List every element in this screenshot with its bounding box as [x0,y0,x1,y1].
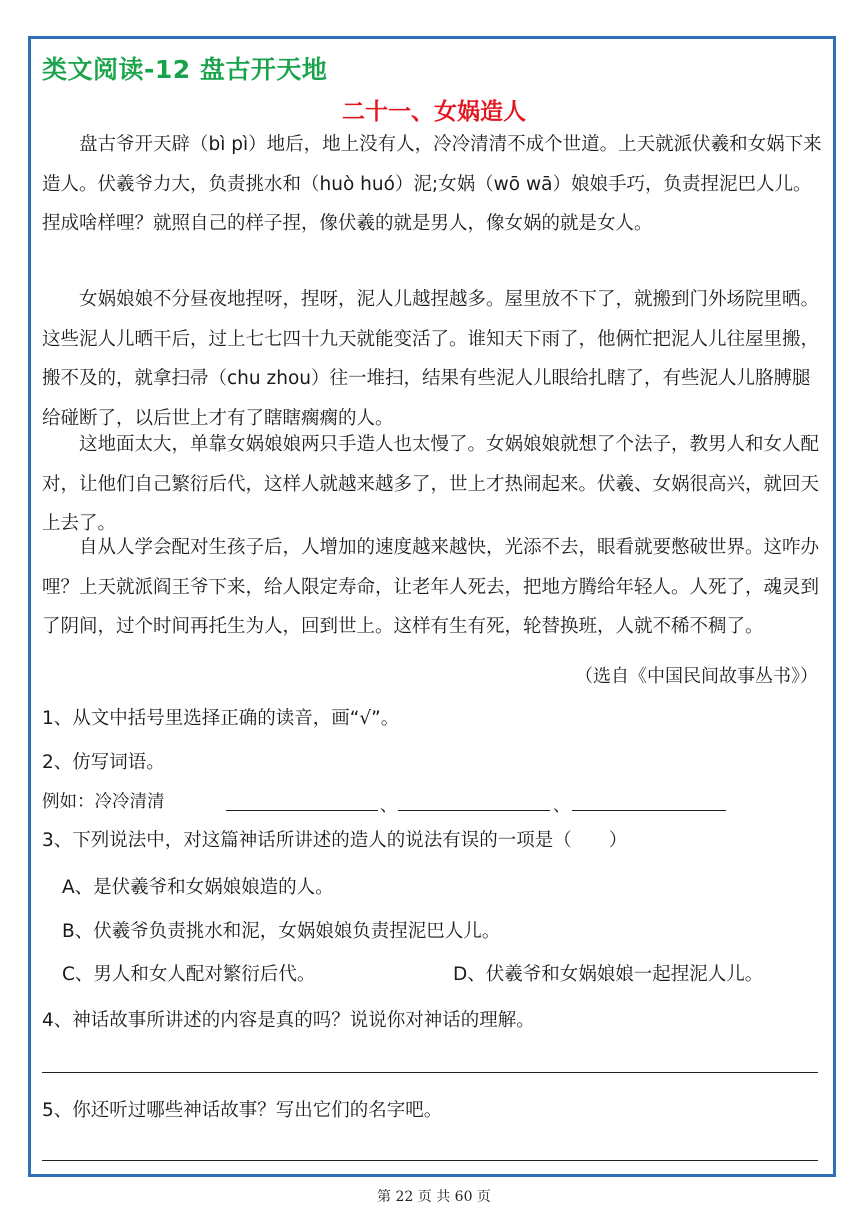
story-paragraph-2: 女娲娘娘不分昼夜地捏呀，捏呀，泥人儿越捏越多。屋里放不下了，就搬到门外场院里晒。这些泥人儿晒干后，过上七七四十九天就能变活了。谁知天下雨了，他俩忙把泥人儿往屋里搬，搬不及的，就拿扫帚（chu zhou）往一堆扫，结果有些泥人儿眼给扎瞎了，有些泥人儿胳膊腿给碰断了，以后世上才有了瞎瞎瘸瘸的人。 [42,289,820,429]
blank-separator: 、 [380,796,397,816]
answer-blank-3[interactable] [572,810,726,811]
answer-line-question-4[interactable] [42,1072,818,1073]
page-indicator: 第 22 页 共 60 页 [377,1189,491,1205]
answer-blank-1[interactable] [226,810,378,811]
option-d[interactable]: D、伏羲爷和女娲娘娘一起捏泥人儿。 [453,964,764,985]
question-4: 4、神话故事所讲述的内容是真的吗？说说你对神话的理解。 [42,1010,535,1031]
story-source: （选自《中国民间故事丛书》） [575,666,818,687]
question-5: 5、你还听过哪些神话故事？写出它们的名字吧。 [42,1100,443,1121]
story-paragraph-3: 这地面太大，单靠女娲娘娘两只手造人也太慢了。女娲娘娘就想了个法子，教男人和女人配对，让他们自己繁衍后代，这样人就越来越多了，世上才热闹起来。伏羲、女娲很高兴，就回天上去了。 [42,434,820,534]
story-paragraph-4: 自从人学会配对生孩子后，人增加的速度越来越快，光添不去，眼看就要憋破世界。这咋办哩？上天就派阎王爷下来，给人限定寿命，让老年人死去，把地方腾给年轻人。人死了，魂灵到了阴间，过个时间再托生为人，回到世上。这样有生有死，轮替换班，人就不稀不稠了。 [42,537,820,637]
answer-line-question-5[interactable] [42,1160,818,1161]
story-title: 二十一、女娲造人 [342,99,526,125]
question-1: 1、从文中括号里选择正确的读音，画“√”。 [42,708,400,729]
option-c[interactable]: C、男人和女人配对繁衍后代。 [62,964,316,985]
worksheet-title: 类文阅读-12 盘古开天地 [42,55,328,84]
question-3: 3、下列说法中，对这篇神话所讲述的造人的说法有误的一项是（ ） [42,830,628,851]
question-2: 2、仿写词语。 [42,752,165,773]
question-2-example: 例如：冷冷清清 [42,792,165,812]
option-b[interactable]: B、伏羲爷负责挑水和泥，女娲娘娘负责捏泥巴人儿。 [62,921,501,942]
blank-separator: 、 [553,796,570,816]
option-a[interactable]: A、是伏羲爷和女娲娘娘造的人。 [62,877,334,898]
answer-blank-2[interactable] [398,810,550,811]
story-paragraph-1: 盘古爷开天辟（bì pì）地后，地上没有人，冷冷清清不成个世道。上天就派伏羲和女娲下来造人。伏羲爷力大，负责挑水和（huò huó）泥;女娲（wō wā）娘娘手巧，负责捏泥巴人儿。捏成啥样哩？就照自己的样子捏，像伏羲的就是男人，像女娲的就是女人。 [42,134,822,234]
